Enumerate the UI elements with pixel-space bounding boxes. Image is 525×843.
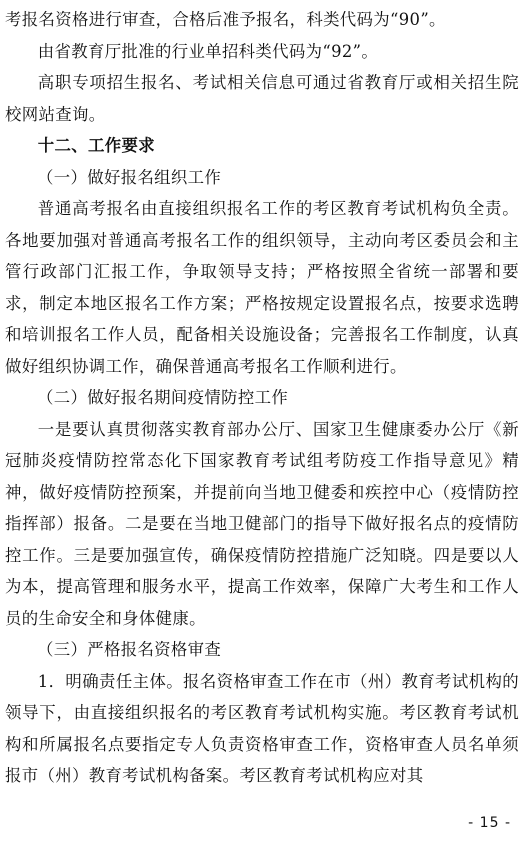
subheading-qualification-review: （三）严格报名资格审查 bbox=[37, 640, 222, 659]
paragraph-continuation: 考报名资格进行审查，合格后准予报名，科类代码为“90”。 bbox=[5, 10, 446, 29]
document-body bbox=[5, 4, 519, 792]
paragraph-qualification-review: 1．明确责任主体。报名资格审查工作在市（州）教育考试机构的领导下，由直接组织报名的考区教育考试机构实施。考区教育考试机构和所属报名点要指定专人负责资格审查工作，资格审查人员名单须报市（州）教育考试机构备案。考区教育考试机构应对其 bbox=[5, 671, 519, 785]
paragraph-industry-code: 由省教育厅批准的行业单招科类代码为“92”。 bbox=[37, 41, 379, 61]
page-number: - 15 - bbox=[468, 815, 511, 831]
subheading-epidemic-control: （二）做好报名期间疫情防控工作 bbox=[37, 388, 289, 407]
paragraph-organization: 普通高考报名由直接组织报名工作的考区教育考试机构负全责。各地要加强对普通高考报名工作的组织领导，主动向考区委员会和主管行政部门汇报工作，争取领导支持；严格按照全省统一部署和要求，制定本地区报名工作方案；严格按规定设置报名点，按要求选聘和培训报名工作人员，配备相关设施设备；完善报名工作制度，认真做好组织协调工作，确保普通高考报名工作顺利进行。 bbox=[5, 199, 519, 376]
section-heading-work-requirements: 十二、工作要求 bbox=[37, 136, 155, 155]
subheading-organization: （一）做好报名组织工作 bbox=[37, 167, 222, 187]
paragraph-special-enrollment: 高职专项招生报名、考试相关信息可通过省教育厅或相关招生院校网站查询。 bbox=[5, 73, 519, 124]
paragraph-epidemic-control: 一是要认真贯彻落实教育部办公厅、国家卫生健康委办公厅《新冠肺炎疫情防控常态化下国家教育考试组考防疫工作指导意见》精神，做好疫情防控预案，并提前向当地卫健委和疾控中心（疫情防控指挥部）报备。二是要在当地卫健部门的指导下做好报名点的疫情防控工作。三是要加强宣传，确保疫情防控措施广泛知晓。四是要以人为本，提高管理和服务水平，提高工作效率，保障广大考生和工作人员的生命安全和身体健康。 bbox=[5, 419, 519, 628]
